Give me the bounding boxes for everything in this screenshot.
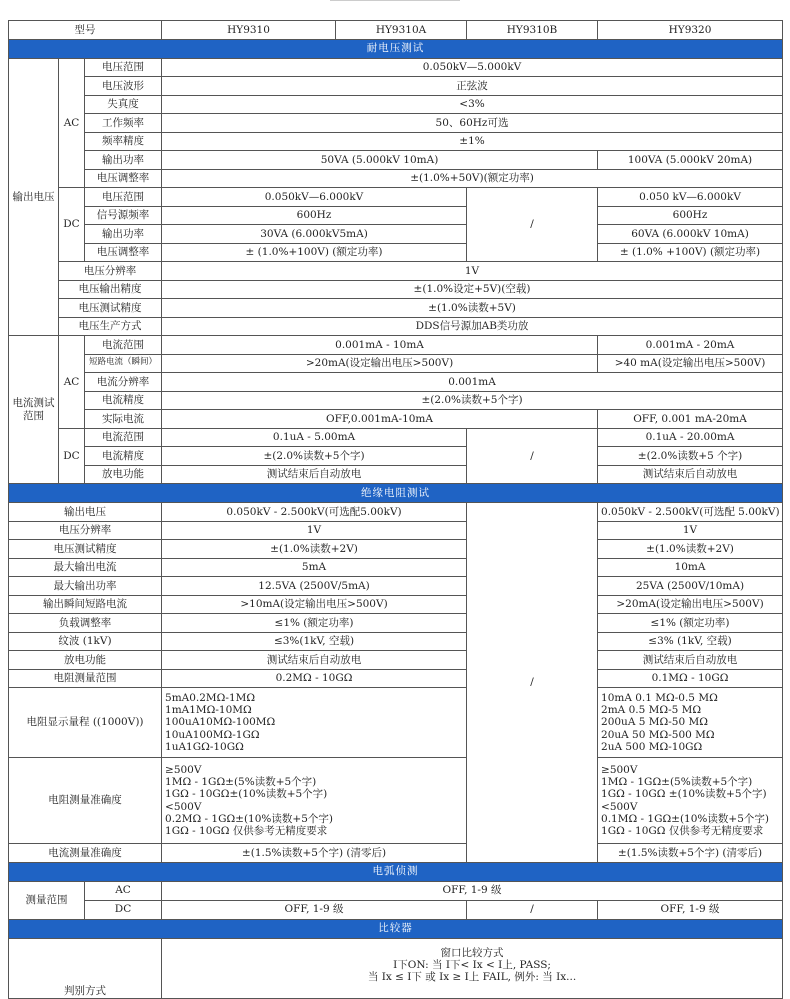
display-range-a — [162, 688, 467, 758]
model-hy9310: HY9310 — [162, 21, 336, 40]
row-label: 最大输出电流 — [9, 558, 162, 577]
row-value-b: ±(1.0%读数+2V) — [598, 540, 783, 559]
comparator-method — [162, 938, 783, 998]
line: 2mA 0.5 MΩ-5 MΩ — [601, 704, 702, 717]
not-applicable: / — [467, 188, 598, 262]
row-value-a: >10mA(设定输出电压>500V) — [162, 595, 467, 614]
row-label: 放电功能 — [9, 651, 162, 670]
model-header-label: 型号 — [9, 21, 162, 40]
row-label: 电压输出精度 — [59, 280, 162, 299]
line: 0.1MΩ - 1GΩ±(10%读数+5个字) — [601, 812, 769, 825]
row-label: 输出电压 — [9, 503, 162, 522]
line: 200uA 5 MΩ-50 MΩ — [601, 716, 708, 729]
row-value-a: ±(1.0%读数+2V) — [162, 540, 467, 559]
comparator-label: 判别方式 — [9, 938, 162, 998]
row-label: 放电功能 — [85, 465, 162, 484]
row-value-a: ±(1.5%读数+5个字) (清零后) — [162, 844, 467, 863]
row-value-a: ≤1% (额定功率) — [162, 614, 467, 633]
row-label: 电流测量准确度 — [9, 844, 162, 863]
line: ≥500V — [601, 764, 638, 777]
line: 1mA1MΩ-10MΩ — [165, 704, 252, 717]
row-value-a: 0.050kV - 2.500kV(可选配5.00kV) — [162, 503, 467, 522]
display-range-b — [598, 688, 783, 758]
line: <500V — [165, 800, 202, 813]
ac-group: AC — [59, 336, 85, 429]
row-label: 电压测试精度 — [59, 299, 162, 318]
not-applicable: / — [467, 503, 598, 863]
row-value-b: OFF, 0.001 mA-20mA — [598, 410, 783, 429]
row-value-b: 10mA — [598, 558, 783, 577]
row-value-b: 0.001mA - 20mA — [598, 336, 783, 355]
line: 1MΩ - 1GΩ±(5%读数+5个字) — [601, 776, 753, 789]
model-hy9320: HY9320 — [598, 21, 783, 40]
section-comparator: 比较器 — [9, 919, 783, 938]
row-value-a: OFF,0.001mA-10mA — [162, 410, 598, 429]
line: 1GΩ - 10GΩ 仅供参考无精度要求 — [165, 824, 328, 837]
section-arc: 电弧侦测 — [9, 862, 783, 881]
line: 10uA100MΩ-1GΩ — [165, 728, 260, 741]
current-range-group: 电流测试范围 — [9, 336, 59, 484]
line: 0.2MΩ - 1GΩ±(10%读数+5个字) — [165, 812, 333, 825]
row-value-a: ±(2.0%读数+5个字) — [162, 447, 467, 466]
row-value: 0.050kV—5.000kV — [162, 58, 783, 77]
line: I下ON: 当 I下< Ix < I上, PASS; — [393, 958, 551, 971]
row-value-b: >20mA(设定输出电压>500V) — [598, 595, 783, 614]
row-value: DDS信号源加AB类功放 — [162, 317, 783, 336]
section-withstand: 耐电压测试 — [9, 39, 783, 58]
row-value: 1V — [162, 262, 783, 281]
line: <500V — [601, 800, 638, 813]
line: 2uA 500 MΩ-10GΩ — [601, 740, 703, 753]
row-value: 正弦波 — [162, 77, 783, 96]
row-value-b: ±(2.0%读数+5 个字) — [598, 447, 783, 466]
row-value-a: 50VA (5.000kV 10mA) — [162, 151, 598, 170]
row-label: 电流精度 — [85, 391, 162, 410]
row-value-a: 测试结束后自动放电 — [162, 651, 467, 670]
top-divider — [330, 0, 460, 1]
row-value-b: 测试结束后自动放电 — [598, 465, 783, 484]
row-value-a: 1V — [162, 521, 467, 540]
arc-dc-value-b: OFF, 1-9 级 — [598, 900, 783, 919]
row-value-a: 5mA — [162, 558, 467, 577]
line: 1uA1GΩ-10GΩ — [165, 740, 244, 753]
row-value-b: 测试结束后自动放电 — [598, 651, 783, 670]
row-label: 输出功率 — [85, 151, 162, 170]
arc-ac-value: OFF, 1-9 级 — [162, 881, 783, 900]
row-value-b: ± (1.0% +100V) (额定功率) — [598, 243, 783, 262]
line: 10mA 0.1 MΩ-0.5 MΩ — [601, 692, 718, 705]
row-value-a: 0.1uA - 5.00mA — [162, 428, 467, 447]
row-label: 短路电流（瞬间） — [85, 354, 162, 373]
row-label: 输出瞬间短路电流 — [9, 595, 162, 614]
row-value-b: 0.1uA - 20.00mA — [598, 428, 783, 447]
row-value-b: 0.1MΩ - 10GΩ — [598, 669, 783, 688]
row-value-a: 600Hz — [162, 206, 467, 225]
row-value-b: 0.050 kV—6.000kV — [598, 188, 783, 207]
row-value-a: ± (1.0%+100V) (额定功率) — [162, 243, 467, 262]
row-label: 最大输出功率 — [9, 577, 162, 596]
row-value-a: >20mA(设定输出电压>500V) — [162, 354, 598, 373]
row-label: 输出功率 — [85, 225, 162, 244]
row-value: 50、60Hz可选 — [162, 114, 783, 133]
row-value-a: 30VA (6.000kV5mA) — [162, 225, 467, 244]
row-value-a: 12.5VA (2500V/5mA) — [162, 577, 467, 596]
row-label: 电压调整率 — [85, 169, 162, 188]
accuracy-a — [162, 758, 467, 844]
line: ≥500V — [165, 764, 202, 777]
row-label: 电流范围 — [85, 428, 162, 447]
line: 当 Ix ≤ I下 或 Ix ≥ I上 FAIL, 例外: 当 Ix... — [367, 970, 577, 983]
row-label: 频率精度 — [85, 132, 162, 151]
line: 100uA10MΩ-100MΩ — [165, 716, 276, 729]
line: 窗口比较方式 — [440, 946, 504, 959]
row-value-b: 25VA (2500V/10mA) — [598, 577, 783, 596]
row-value: ±(2.0%读数+5个字) — [162, 391, 783, 410]
row-label: 电流分辨率 — [85, 373, 162, 392]
arc-ac-label: AC — [85, 881, 162, 900]
row-label: 电压分辨率 — [9, 521, 162, 540]
output-voltage-group: 输出电压 — [9, 58, 59, 336]
line: 20uA 50 MΩ-500 MΩ — [601, 728, 715, 741]
ac-group: AC — [59, 58, 85, 188]
row-value-b: 100VA (5.000kV 20mA) — [598, 151, 783, 170]
arc-range-label: 测量范围 — [9, 881, 85, 919]
row-label: 电压范围 — [85, 58, 162, 77]
row-value-b: 600Hz — [598, 206, 783, 225]
arc-dc-label: DC — [85, 900, 162, 919]
row-value-b: 60VA (6.000kV 10mA) — [598, 225, 783, 244]
row-label: 电阻测量范围 — [9, 669, 162, 688]
row-label: 电压调整率 — [85, 243, 162, 262]
row-label: 信号源频率 — [85, 206, 162, 225]
row-label: 电压波形 — [85, 77, 162, 96]
line: 1GΩ - 10GΩ 仅供参考无精度要求 — [601, 824, 764, 837]
header-row — [9, 21, 783, 40]
row-value: <3% — [162, 95, 783, 114]
row-label: 电压生产方式 — [59, 317, 162, 336]
row-value: ±(1.0%读数+5V) — [162, 299, 783, 318]
row-label: 负载调整率 — [9, 614, 162, 633]
model-hy9310b: HY9310B — [467, 21, 598, 40]
model-hy9310a: HY9310A — [336, 21, 467, 40]
row-value: ±1% — [162, 132, 783, 151]
section-insulation: 绝缘电阻测试 — [9, 484, 783, 503]
not-applicable: / — [467, 428, 598, 484]
row-label: 电阻测量准确度 — [9, 758, 162, 844]
line: 1MΩ - 1GΩ±(5%读数+5个字) — [165, 776, 317, 789]
row-value-b: 1V — [598, 521, 783, 540]
line: 5mA0.2MΩ-1MΩ — [165, 692, 256, 705]
row-value: 0.001mA — [162, 373, 783, 392]
row-value: ±(1.0%设定+5V)(空载) — [162, 280, 783, 299]
dc-group: DC — [59, 428, 85, 484]
row-value-b: ≤3% (1kV, 空载) — [598, 632, 783, 651]
dc-group: DC — [59, 188, 85, 262]
row-label: 工作频率 — [85, 114, 162, 133]
row-value-a: 测试结束后自动放电 — [162, 465, 467, 484]
accuracy-b — [598, 758, 783, 844]
row-value-a: 0.001mA - 10mA — [162, 336, 598, 355]
row-label: 电压分辨率 — [59, 262, 162, 281]
row-value-b: 0.050kV - 2.500kV(可选配 5.00kV) — [598, 503, 783, 522]
arc-dc-value-a: OFF, 1-9 级 — [162, 900, 467, 919]
row-label: 电压范围 — [85, 188, 162, 207]
row-label: 电流范围 — [85, 336, 162, 355]
row-value-b: ±(1.5%读数+5个字) (清零后) — [598, 844, 783, 863]
spec-table — [8, 20, 783, 999]
row-label: 电阻显示量程 ((1000V)) — [9, 688, 162, 758]
row-label: 失真度 — [85, 95, 162, 114]
not-applicable: / — [467, 900, 598, 919]
row-value-a: 0.2MΩ - 10GΩ — [162, 669, 467, 688]
row-label: 实际电流 — [85, 410, 162, 429]
row-label: 电流精度 — [85, 447, 162, 466]
row-value-b: >40 mA(设定输出电压>500V) — [598, 354, 783, 373]
row-value-b: ≤1% (额定功率) — [598, 614, 783, 633]
row-value-a: ≤3%(1kV, 空载) — [162, 632, 467, 651]
line: 1GΩ - 10GΩ ±(10%读数+5个字) — [601, 788, 767, 801]
row-label: 纹波 (1kV) — [9, 632, 162, 651]
row-value: ±(1.0%+50V)(额定功率) — [162, 169, 783, 188]
line: 1GΩ - 10GΩ±(10%读数+5个字) — [165, 788, 328, 801]
row-value-a: 0.050kV—6.000kV — [162, 188, 467, 207]
row-label: 电压测试精度 — [9, 540, 162, 559]
